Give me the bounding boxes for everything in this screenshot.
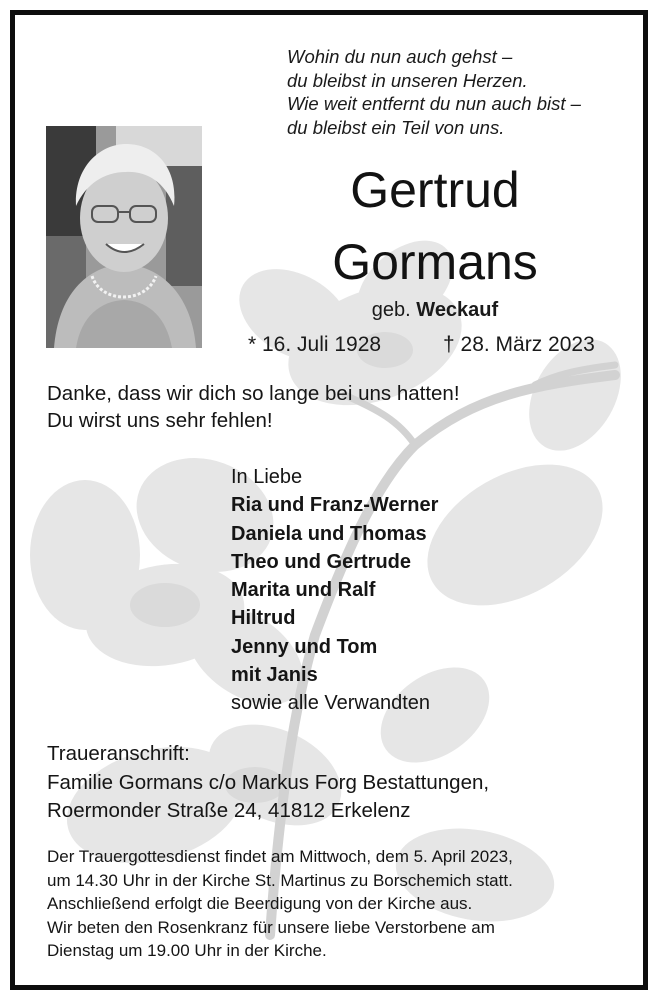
mourner-name: Jenny und Tom	[231, 635, 378, 658]
mourner-name: mit Janis	[231, 664, 318, 687]
thanks-line: Du wirst uns sehr fehlen!	[47, 408, 273, 432]
birth-name-prefix: geb.	[371, 299, 411, 321]
poem	[287, 45, 581, 139]
mourners-closing: sowie alle Verwandten	[231, 692, 431, 715]
mourner-name: Ria und Franz-Werner	[231, 494, 439, 517]
death-date: † 28. März 2023	[443, 333, 595, 356]
service-line: Dienstag um 19.00 Uhr in der Kirche.	[47, 941, 327, 961]
address-label: Traueranschrift:	[47, 742, 190, 765]
mourner-name: Marita und Ralf	[231, 579, 376, 602]
deceased-first-name: Gertrud	[350, 162, 520, 218]
address-line: Familie Gormans c/o Markus Forg Bestattungen,	[47, 770, 490, 794]
deceased-last-name: Gormans	[332, 234, 538, 290]
poem-line: du bleibst ein Teil von uns.	[287, 116, 505, 138]
birth-name	[270, 299, 600, 322]
service-line: Der Trauergottesdienst findet am Mittwoch, dem 5. April 2023,	[47, 847, 513, 866]
service-line: Wir beten den Rosenkranz für unsere liebe Verstorbene am	[47, 917, 495, 937]
obituary-notice	[10, 10, 648, 990]
thanks-line: Danke, dass wir dich so lange bei uns hatten!	[47, 382, 460, 405]
poem-line: Wie weit entfernt du nun auch bist –	[287, 93, 581, 114]
birth-name-value: Weckauf	[416, 299, 499, 321]
poem-line: du bleibst in unseren Herzen.	[287, 69, 528, 91]
service-line: um 14.30 Uhr in der Kirche St. Martinus zu Borschemich statt.	[47, 870, 513, 890]
mourning-address	[47, 740, 489, 826]
service-details	[47, 845, 513, 963]
mourner-name: Theo und Gertrude	[231, 550, 411, 573]
birth-date: * 16. Juli 1928	[248, 333, 382, 356]
portrait-photo-icon	[46, 126, 202, 348]
service-line: Anschließend erfolgt die Beerdigung von der Kirche aus.	[47, 894, 473, 914]
poem-line: Wohin du nun auch gehst –	[287, 46, 513, 67]
thanks-message	[47, 381, 460, 434]
mourners-list	[231, 463, 438, 718]
mourner-name: Daniela und Thomas	[231, 522, 427, 545]
address-line: Roermonder Straße 24, 41812 Erkelenz	[47, 799, 411, 822]
mourner-name: Hiltrud	[231, 607, 296, 630]
mourners-intro: In Liebe	[231, 466, 303, 488]
portrait-photo	[46, 126, 202, 348]
